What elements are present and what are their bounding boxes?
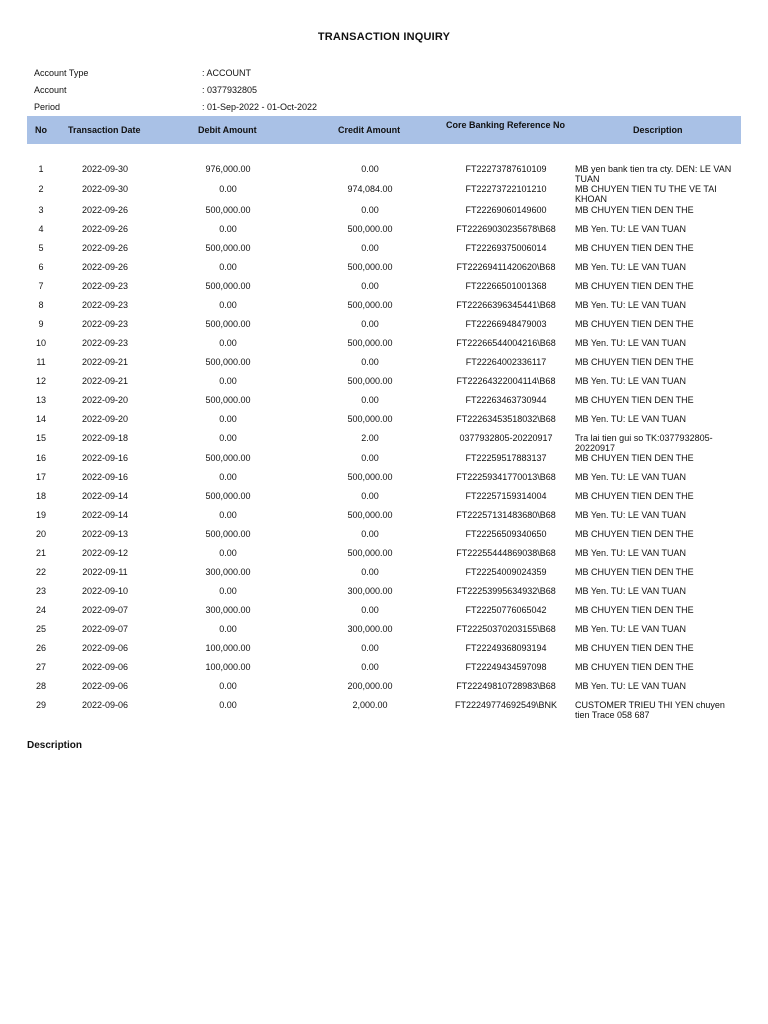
row-date: 2022-09-30 — [81, 164, 129, 174]
table-row — [0, 414, 768, 432]
row-credit: 0.00 — [361, 453, 379, 463]
row-no: 12 — [35, 376, 46, 386]
row-no: 24 — [35, 605, 46, 615]
row-description: MB Yen. TU: LE VAN TUAN — [575, 548, 687, 558]
row-no: 4 — [38, 224, 44, 234]
table-row — [0, 605, 768, 623]
meta-value: : 0377932805 — [202, 85, 258, 95]
row-ref: FT22264002336117 — [465, 357, 547, 367]
row-ref: FT22266501001368 — [465, 281, 547, 291]
row-description: Tra lai tien gui so TK:0377932805-20220917 — [575, 433, 713, 453]
row-credit: 0.00 — [361, 662, 379, 672]
row-ref: FT22254009024359 — [465, 567, 547, 577]
row-debit: 0.00 — [219, 300, 237, 310]
row-no: 2 — [38, 184, 44, 194]
row-description: MB CHUYEN TIEN DEN THE — [575, 243, 694, 253]
row-no: 8 — [38, 300, 44, 310]
row-description: MB CHUYEN TIEN TU THE VE TAI KHOAN — [575, 184, 717, 204]
row-description: MB Yen. TU: LE VAN TUAN — [575, 414, 687, 424]
meta-value: : 01-Sep-2022 - 01-Oct-2022 — [202, 102, 318, 112]
row-debit: 300,000.00 — [205, 605, 251, 615]
row-debit: 0.00 — [219, 376, 237, 386]
row-description: MB CHUYEN TIEN DEN THE — [575, 491, 694, 501]
row-debit: 100,000.00 — [205, 662, 251, 672]
table-row — [0, 700, 768, 718]
row-ref: 0377932805-20220917 — [459, 433, 553, 443]
table-row — [0, 472, 768, 490]
table-row — [0, 586, 768, 604]
table-row — [0, 357, 768, 375]
meta-label: Account — [34, 85, 67, 95]
row-ref: FT22257131483680\B68 — [456, 510, 556, 520]
row-date: 2022-09-07 — [81, 624, 129, 634]
row-credit: 0.00 — [361, 643, 379, 653]
footer-description-label: Description — [27, 740, 83, 751]
row-no: 25 — [35, 624, 46, 634]
row-ref: FT22273787610109 — [465, 164, 547, 174]
row-description: MB CHUYEN TIEN DEN THE — [575, 357, 694, 367]
row-debit: 0.00 — [219, 338, 237, 348]
header-no: No — [35, 125, 47, 135]
row-credit: 0.00 — [361, 243, 379, 253]
row-debit: 0.00 — [219, 624, 237, 634]
row-no: 1 — [38, 164, 44, 174]
row-ref: FT22264322004114\B68 — [456, 376, 556, 386]
row-date: 2022-09-23 — [81, 338, 129, 348]
row-ref: FT22273722101210 — [465, 184, 547, 194]
row-description: MB yen bank tien tra cty. DEN: LE VAN TUAN — [575, 164, 732, 184]
table-row — [0, 281, 768, 299]
row-credit: 300,000.00 — [347, 586, 393, 596]
row-ref: FT22255444869038\B68 — [456, 548, 556, 558]
row-no: 28 — [35, 681, 46, 691]
row-ref: FT22249368093194 — [465, 643, 547, 653]
row-credit: 500,000.00 — [347, 300, 393, 310]
row-description: MB Yen. TU: LE VAN TUAN — [575, 681, 687, 691]
row-credit: 0.00 — [361, 281, 379, 291]
page-title: TRANSACTION INQUIRY — [317, 31, 451, 43]
row-description: CUSTOMER TRIEU THI YEN chuyen tien Trace 058 687 — [575, 700, 725, 720]
row-debit: 500,000.00 — [205, 395, 251, 405]
table-header — [27, 116, 741, 144]
row-credit: 0.00 — [361, 395, 379, 405]
table-row — [0, 567, 768, 585]
row-date: 2022-09-20 — [81, 395, 129, 405]
row-date: 2022-09-12 — [81, 548, 129, 558]
row-debit: 500,000.00 — [205, 281, 251, 291]
row-ref: FT22250370203155\B68 — [456, 624, 556, 634]
row-description: MB CHUYEN TIEN DEN THE — [575, 605, 694, 615]
row-debit: 0.00 — [219, 184, 237, 194]
row-description: MB CHUYEN TIEN DEN THE — [575, 319, 694, 329]
table-row — [0, 510, 768, 528]
row-date: 2022-09-10 — [81, 586, 129, 596]
row-debit: 0.00 — [219, 414, 237, 424]
row-no: 7 — [38, 281, 44, 291]
row-debit: 500,000.00 — [205, 243, 251, 253]
header-ref: Core Banking Reference No — [446, 120, 566, 130]
row-description: MB CHUYEN TIEN DEN THE — [575, 453, 694, 463]
row-credit: 0.00 — [361, 357, 379, 367]
row-debit: 500,000.00 — [205, 453, 251, 463]
row-description: MB CHUYEN TIEN DEN THE — [575, 281, 694, 291]
table-row — [0, 453, 768, 471]
row-debit: 0.00 — [219, 433, 237, 443]
row-credit: 0.00 — [361, 164, 379, 174]
table-row — [0, 433, 768, 451]
table-row — [0, 681, 768, 699]
row-debit: 0.00 — [219, 681, 237, 691]
row-debit: 976,000.00 — [205, 164, 251, 174]
row-debit: 500,000.00 — [205, 529, 251, 539]
row-no: 17 — [35, 472, 46, 482]
meta-label: Account Type — [34, 68, 89, 78]
table-row — [0, 548, 768, 566]
row-description: MB CHUYEN TIEN DEN THE — [575, 205, 694, 215]
row-no: 18 — [35, 491, 46, 501]
row-credit: 500,000.00 — [347, 548, 393, 558]
row-credit: 2.00 — [361, 433, 379, 443]
row-date: 2022-09-26 — [81, 262, 129, 272]
row-credit: 200,000.00 — [347, 681, 393, 691]
table-row — [0, 376, 768, 394]
row-no: 9 — [38, 319, 44, 329]
row-no: 26 — [35, 643, 46, 653]
row-description: MB CHUYEN TIEN DEN THE — [575, 643, 694, 653]
row-credit: 500,000.00 — [347, 414, 393, 424]
row-debit: 100,000.00 — [205, 643, 251, 653]
row-credit: 500,000.00 — [347, 510, 393, 520]
row-ref: FT22269375006014 — [465, 243, 547, 253]
row-credit: 500,000.00 — [347, 376, 393, 386]
row-ref: FT22269030235678\B68 — [456, 224, 556, 234]
row-date: 2022-09-14 — [81, 510, 129, 520]
row-no: 27 — [35, 662, 46, 672]
row-ref: FT22259517883137 — [465, 453, 547, 463]
row-description: MB Yen. TU: LE VAN TUAN — [575, 586, 687, 596]
row-ref: FT22256509340650 — [465, 529, 547, 539]
row-date: 2022-09-18 — [81, 433, 129, 443]
row-date: 2022-09-13 — [81, 529, 129, 539]
row-debit: 0.00 — [219, 510, 237, 520]
row-no: 10 — [35, 338, 46, 348]
row-no: 29 — [35, 700, 46, 710]
row-date: 2022-09-23 — [81, 281, 129, 291]
row-credit: 0.00 — [361, 605, 379, 615]
row-credit: 0.00 — [361, 205, 379, 215]
table-row — [0, 224, 768, 242]
row-debit: 0.00 — [219, 224, 237, 234]
row-debit: 500,000.00 — [205, 319, 251, 329]
row-credit: 500,000.00 — [347, 472, 393, 482]
row-debit: 0.00 — [219, 548, 237, 558]
table-row — [0, 529, 768, 547]
row-credit: 0.00 — [361, 491, 379, 501]
row-debit: 500,000.00 — [205, 205, 251, 215]
row-description: MB CHUYEN TIEN DEN THE — [575, 529, 694, 539]
table-row — [0, 243, 768, 261]
row-no: 5 — [38, 243, 44, 253]
row-ref: FT22269060149600 — [465, 205, 547, 215]
row-no: 22 — [35, 567, 46, 577]
meta-label: Period — [34, 102, 61, 112]
row-date: 2022-09-26 — [81, 205, 129, 215]
table-row — [0, 164, 768, 182]
row-debit: 500,000.00 — [205, 357, 251, 367]
row-no: 14 — [35, 414, 46, 424]
row-ref: FT22253995634932\B68 — [456, 586, 556, 596]
header-date: Transaction Date — [68, 125, 141, 135]
row-no: 13 — [35, 395, 46, 405]
row-date: 2022-09-16 — [81, 453, 129, 463]
row-date: 2022-09-20 — [81, 414, 129, 424]
row-credit: 2,000.00 — [352, 700, 388, 710]
table-row — [0, 184, 768, 202]
row-date: 2022-09-14 — [81, 491, 129, 501]
table-row — [0, 205, 768, 223]
row-credit: 0.00 — [361, 319, 379, 329]
row-date: 2022-09-06 — [81, 662, 129, 672]
row-description: MB CHUYEN TIEN DEN THE — [575, 662, 694, 672]
row-ref: FT22266544004216\B68 — [456, 338, 556, 348]
row-debit: 0.00 — [219, 472, 237, 482]
row-debit: 300,000.00 — [205, 567, 251, 577]
row-credit: 500,000.00 — [347, 338, 393, 348]
row-ref: FT22249434597098 — [465, 662, 547, 672]
row-no: 20 — [35, 529, 46, 539]
row-no: 19 — [35, 510, 46, 520]
row-credit: 500,000.00 — [347, 224, 393, 234]
table-row — [0, 338, 768, 356]
row-date: 2022-09-06 — [81, 700, 129, 710]
row-date: 2022-09-11 — [82, 567, 128, 577]
row-description: MB Yen. TU: LE VAN TUAN — [575, 338, 687, 348]
row-ref: FT22250776065042 — [465, 605, 547, 615]
row-description: MB Yen. TU: LE VAN TUAN — [575, 262, 687, 272]
table-row — [0, 262, 768, 280]
header-debit: Debit Amount — [198, 125, 257, 135]
header-credit: Credit Amount — [338, 125, 401, 135]
row-date: 2022-09-21 — [81, 376, 129, 386]
row-debit: 500,000.00 — [205, 491, 251, 501]
row-credit: 0.00 — [361, 567, 379, 577]
row-ref: FT22263453518032\B68 — [456, 414, 556, 424]
table-row — [0, 643, 768, 661]
row-ref: FT22269411420620\B68 — [456, 262, 556, 272]
row-ref: FT22266396345441\B68 — [456, 300, 556, 310]
header-desc: Description — [633, 125, 683, 135]
row-description: MB Yen. TU: LE VAN TUAN — [575, 300, 687, 310]
table-row — [0, 395, 768, 413]
row-no: 3 — [38, 205, 44, 215]
row-ref: FT22249774692549\BNK — [454, 700, 558, 710]
row-no: 21 — [35, 548, 46, 558]
row-ref: FT22263463730944 — [465, 395, 547, 405]
row-no: 15 — [35, 433, 46, 443]
row-credit: 500,000.00 — [347, 262, 393, 272]
row-description: MB CHUYEN TIEN DEN THE — [575, 567, 694, 577]
row-credit: 974,084.00 — [347, 184, 393, 194]
table-row — [0, 491, 768, 509]
row-description: MB Yen. TU: LE VAN TUAN — [575, 624, 687, 634]
row-date: 2022-09-06 — [81, 681, 129, 691]
row-debit: 0.00 — [219, 586, 237, 596]
row-debit: 0.00 — [219, 700, 237, 710]
table-row — [0, 319, 768, 337]
row-ref: FT22266948479003 — [465, 319, 547, 329]
row-credit: 300,000.00 — [347, 624, 393, 634]
row-debit: 0.00 — [219, 262, 237, 272]
row-ref: FT22249810728983\B68 — [456, 681, 556, 691]
row-date: 2022-09-26 — [81, 243, 129, 253]
row-date: 2022-09-23 — [81, 300, 129, 310]
row-no: 23 — [35, 586, 46, 596]
row-date: 2022-09-23 — [81, 319, 129, 329]
row-credit: 0.00 — [361, 529, 379, 539]
row-description: MB Yen. TU: LE VAN TUAN — [575, 376, 687, 386]
row-date: 2022-09-06 — [81, 643, 129, 653]
row-date: 2022-09-16 — [81, 472, 129, 482]
row-no: 6 — [38, 262, 44, 272]
row-description: MB Yen. TU: LE VAN TUAN — [575, 510, 687, 520]
row-no: 11 — [36, 357, 46, 367]
table-row — [0, 662, 768, 680]
row-date: 2022-09-07 — [81, 605, 129, 615]
row-ref: FT22257159314004 — [465, 491, 547, 501]
table-row — [0, 300, 768, 318]
row-description: MB CHUYEN TIEN DEN THE — [575, 395, 694, 405]
row-date: 2022-09-30 — [81, 184, 129, 194]
row-description: MB Yen. TU: LE VAN TUAN — [575, 224, 687, 234]
row-ref: FT22259341770013\B68 — [456, 472, 556, 482]
row-date: 2022-09-21 — [81, 357, 129, 367]
meta-value: : ACCOUNT — [202, 68, 252, 78]
row-description: MB Yen. TU: LE VAN TUAN — [575, 472, 687, 482]
row-date: 2022-09-26 — [81, 224, 129, 234]
row-no: 16 — [35, 453, 46, 463]
table-row — [0, 624, 768, 642]
